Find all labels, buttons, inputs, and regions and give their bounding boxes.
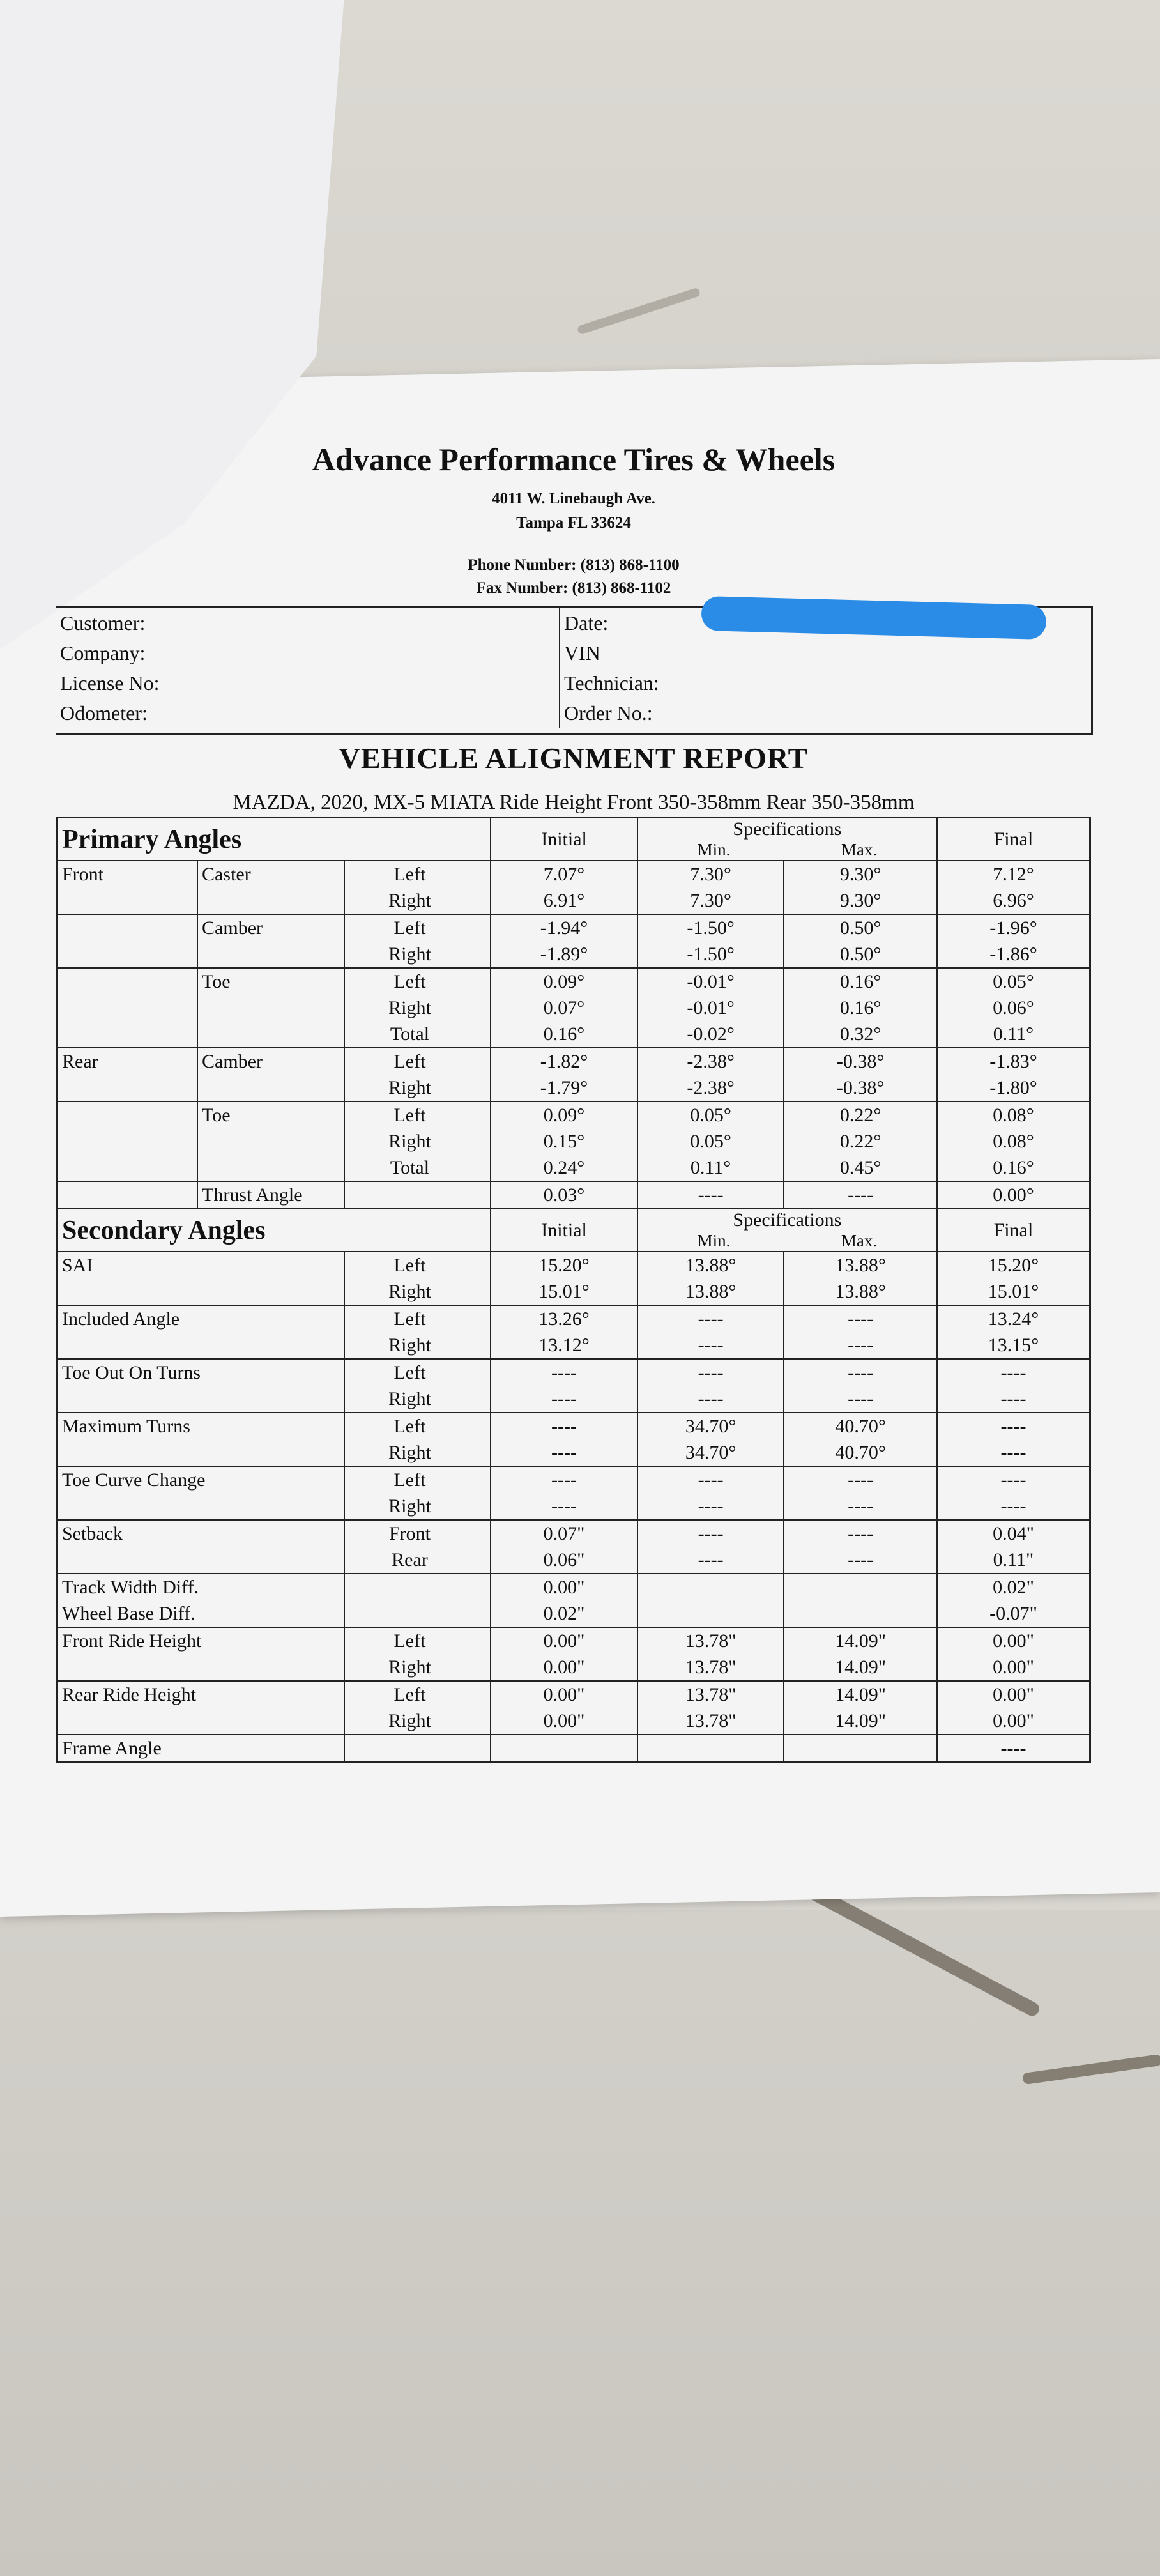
spec-max-value: ---- bbox=[784, 1305, 937, 1332]
item-cell: Camber bbox=[197, 914, 344, 941]
group-cell bbox=[57, 1101, 198, 1128]
initial-value: -1.94° bbox=[491, 914, 637, 941]
side-cell: Right bbox=[344, 941, 491, 968]
initial-value: 0.09° bbox=[491, 968, 637, 995]
initial-value: 0.07° bbox=[491, 995, 637, 1021]
final-value: 0.05° bbox=[937, 968, 1090, 995]
initial-value: -1.89° bbox=[491, 941, 637, 968]
spec-max-value: 0.22° bbox=[784, 1128, 937, 1154]
item-cell bbox=[197, 995, 344, 1021]
initial-value: ---- bbox=[491, 1493, 637, 1520]
spec-min-value: 7.30° bbox=[637, 887, 784, 914]
spec-max-value bbox=[784, 1735, 937, 1763]
final-value: 15.01° bbox=[937, 1278, 1090, 1305]
final-value: 6.96° bbox=[937, 887, 1090, 914]
secondary-row bbox=[57, 1305, 1090, 1332]
initial-value: ---- bbox=[491, 1413, 637, 1439]
item-cell: Toe Curve Change bbox=[57, 1466, 344, 1493]
initial-value: 0.02" bbox=[491, 1600, 637, 1627]
spec-min-value: ---- bbox=[637, 1305, 784, 1332]
secondary-row bbox=[57, 1708, 1090, 1735]
spec-min-value: ---- bbox=[637, 1181, 784, 1209]
final-value: 0.16° bbox=[937, 1154, 1090, 1181]
alignment-document bbox=[56, 441, 1091, 1759]
final-value: 7.12° bbox=[937, 861, 1090, 887]
side-cell: Left bbox=[344, 1305, 491, 1332]
primary-row bbox=[57, 941, 1090, 968]
group-cell bbox=[57, 995, 198, 1021]
item-cell bbox=[57, 1547, 344, 1574]
spec-max-value: ---- bbox=[784, 1493, 937, 1520]
item-cell: Toe bbox=[197, 1101, 344, 1128]
spec-max-value: 0.22° bbox=[784, 1101, 937, 1128]
initial-value: ---- bbox=[491, 1466, 637, 1493]
spec-min-value: ---- bbox=[637, 1359, 784, 1386]
spec-max-value: 13.88° bbox=[784, 1252, 937, 1278]
min-header: Min. bbox=[697, 1231, 731, 1250]
initial-value: 0.07" bbox=[491, 1520, 637, 1547]
secondary-row bbox=[57, 1627, 1090, 1654]
business-name: Advance Performance Tires & Wheels bbox=[312, 441, 836, 477]
side-cell: Left bbox=[344, 1252, 491, 1278]
item-cell bbox=[57, 1278, 344, 1305]
spec-max-value: ---- bbox=[784, 1466, 937, 1493]
spec-max-value bbox=[784, 1600, 937, 1627]
group-cell bbox=[57, 1181, 198, 1209]
vehicle-description: MAZDA, 2020, MX-5 MIATA Ride Height Front 350-358mm Rear 350-358mm bbox=[233, 791, 915, 814]
max-header: Max. bbox=[841, 1231, 878, 1250]
specifications-label: Specifications bbox=[733, 1209, 842, 1230]
initial-value: 0.06" bbox=[491, 1547, 637, 1574]
secondary-row bbox=[57, 1359, 1090, 1386]
final-value: 13.24° bbox=[937, 1305, 1090, 1332]
initial-value: 0.00" bbox=[491, 1654, 637, 1681]
item-cell: Thrust Angle bbox=[197, 1181, 344, 1209]
phone-number: Phone Number: (813) 868-1100 bbox=[468, 556, 680, 574]
item-cell: Included Angle bbox=[57, 1305, 344, 1332]
final-value: 0.11" bbox=[937, 1547, 1090, 1574]
item-cell bbox=[197, 1128, 344, 1154]
date-label: Date: bbox=[564, 611, 609, 634]
spec-min-value: -2.38° bbox=[637, 1075, 784, 1101]
group-cell: Rear bbox=[57, 1048, 198, 1075]
initial-value: 0.03° bbox=[491, 1181, 637, 1209]
item-cell: Rear Ride Height bbox=[57, 1681, 344, 1708]
side-cell: Left bbox=[344, 1101, 491, 1128]
secondary-row bbox=[57, 1493, 1090, 1520]
side-cell: Left bbox=[344, 1627, 491, 1654]
item-cell: Toe Out On Turns bbox=[57, 1359, 344, 1386]
item-cell: SAI bbox=[57, 1252, 344, 1278]
final-value: ---- bbox=[937, 1466, 1090, 1493]
final-value: ---- bbox=[937, 1413, 1090, 1439]
final-value: ---- bbox=[937, 1439, 1090, 1466]
spec-min-value: 13.88° bbox=[637, 1278, 784, 1305]
final-value: 0.08° bbox=[937, 1101, 1090, 1128]
initial-value: 0.15° bbox=[491, 1128, 637, 1154]
secondary-row bbox=[57, 1466, 1090, 1493]
group-cell bbox=[57, 1075, 198, 1101]
customer-label: Customer: bbox=[56, 608, 560, 638]
address-line-2: Tampa FL 33624 bbox=[516, 514, 631, 532]
primary-row bbox=[57, 887, 1090, 914]
side-cell bbox=[344, 1574, 491, 1600]
primary-row bbox=[57, 1021, 1090, 1048]
spec-max-value: 9.30° bbox=[784, 887, 937, 914]
spec-max-value: 0.45° bbox=[784, 1154, 937, 1181]
primary-row bbox=[57, 1181, 1090, 1209]
secondary-row bbox=[57, 1735, 1090, 1763]
spec-max-value: ---- bbox=[784, 1359, 937, 1386]
item-cell: Front Ride Height bbox=[57, 1627, 344, 1654]
min-header: Min. bbox=[697, 840, 731, 859]
spec-min-value bbox=[637, 1600, 784, 1627]
side-cell bbox=[344, 1735, 491, 1763]
item-cell: Wheel Base Diff. bbox=[57, 1600, 344, 1627]
spec-min-value: 34.70° bbox=[637, 1439, 784, 1466]
alignment-table bbox=[56, 816, 1091, 1763]
address-line-1: 4011 W. Linebaugh Ave. bbox=[492, 490, 655, 507]
final-value: 0.00" bbox=[937, 1708, 1090, 1735]
initial-header: Initial bbox=[491, 818, 637, 861]
group-cell bbox=[57, 941, 198, 968]
final-value: ---- bbox=[937, 1359, 1090, 1386]
item-cell bbox=[197, 887, 344, 914]
spec-min-value: 0.05° bbox=[637, 1128, 784, 1154]
spec-min-value bbox=[637, 1735, 784, 1763]
primary-row bbox=[57, 968, 1090, 995]
spec-max-value bbox=[784, 1574, 937, 1600]
secondary-row bbox=[57, 1439, 1090, 1466]
spec-min-value: -0.01° bbox=[637, 995, 784, 1021]
spec-min-value: 0.05° bbox=[637, 1101, 784, 1128]
spec-min-value: -0.01° bbox=[637, 968, 784, 995]
final-value: ---- bbox=[937, 1386, 1090, 1413]
letterhead bbox=[56, 441, 1091, 601]
secondary-angles-title: Secondary Angles bbox=[57, 1209, 491, 1252]
spec-min-value: 13.78" bbox=[637, 1708, 784, 1735]
spec-min-value: 13.78" bbox=[637, 1654, 784, 1681]
spec-min-value: -0.02° bbox=[637, 1021, 784, 1048]
initial-value: 0.16° bbox=[491, 1021, 637, 1048]
group-cell: Front bbox=[57, 861, 198, 887]
primary-row bbox=[57, 1075, 1090, 1101]
side-cell: Right bbox=[344, 1439, 491, 1466]
item-cell bbox=[57, 1708, 344, 1735]
group-cell bbox=[57, 1021, 198, 1048]
spec-min-value: ---- bbox=[637, 1547, 784, 1574]
spec-min-value: ---- bbox=[637, 1493, 784, 1520]
side-cell: Right bbox=[344, 1708, 491, 1735]
side-cell bbox=[344, 1600, 491, 1627]
initial-value: 15.20° bbox=[491, 1252, 637, 1278]
initial-value: 0.00" bbox=[491, 1681, 637, 1708]
final-value: 0.02" bbox=[937, 1574, 1090, 1600]
side-cell: Left bbox=[344, 1681, 491, 1708]
initial-value: 6.91° bbox=[491, 887, 637, 914]
spec-max-value: 9.30° bbox=[784, 861, 937, 887]
secondary-row bbox=[57, 1547, 1090, 1574]
side-cell bbox=[344, 1181, 491, 1209]
item-cell bbox=[197, 1154, 344, 1181]
final-value: -1.80° bbox=[937, 1075, 1090, 1101]
secondary-angles-body bbox=[57, 1209, 1090, 1763]
final-header: Final bbox=[937, 818, 1090, 861]
spec-max-value: ---- bbox=[784, 1332, 937, 1359]
initial-value: 0.00" bbox=[491, 1574, 637, 1600]
side-cell: Right bbox=[344, 1654, 491, 1681]
primary-angles-title: Primary Angles bbox=[57, 818, 491, 861]
final-value: 0.00° bbox=[937, 1181, 1090, 1209]
side-cell: Right bbox=[344, 1278, 491, 1305]
spec-max-value: ---- bbox=[784, 1547, 937, 1574]
initial-value: 13.26° bbox=[491, 1305, 637, 1332]
secondary-row bbox=[57, 1278, 1090, 1305]
side-cell: Left bbox=[344, 914, 491, 941]
primary-row bbox=[57, 1154, 1090, 1181]
specifications-header bbox=[637, 1209, 937, 1252]
spec-min-value: 13.78" bbox=[637, 1681, 784, 1708]
primary-row bbox=[57, 995, 1090, 1021]
side-cell: Rear bbox=[344, 1547, 491, 1574]
side-cell: Total bbox=[344, 1154, 491, 1181]
final-value: 0.11° bbox=[937, 1021, 1090, 1048]
final-value: 0.04" bbox=[937, 1520, 1090, 1547]
spec-max-value: 40.70° bbox=[784, 1413, 937, 1439]
primary-angles-body bbox=[57, 818, 1090, 1209]
side-cell: Right bbox=[344, 1075, 491, 1101]
initial-value: -1.82° bbox=[491, 1048, 637, 1075]
item-cell: Toe bbox=[197, 968, 344, 995]
final-value: 0.00" bbox=[937, 1654, 1090, 1681]
final-value: ---- bbox=[937, 1735, 1090, 1763]
initial-value: ---- bbox=[491, 1359, 637, 1386]
item-cell: Frame Angle bbox=[57, 1735, 344, 1763]
spec-max-value: ---- bbox=[784, 1520, 937, 1547]
side-cell: Left bbox=[344, 968, 491, 995]
business-address bbox=[56, 487, 1091, 535]
side-cell: Right bbox=[344, 1386, 491, 1413]
group-cell bbox=[57, 914, 198, 941]
final-value: 0.00" bbox=[937, 1681, 1090, 1708]
secondary-row bbox=[57, 1386, 1090, 1413]
secondary-row bbox=[57, 1332, 1090, 1359]
business-contact bbox=[56, 554, 1091, 601]
side-cell: Total bbox=[344, 1021, 491, 1048]
group-cell bbox=[57, 887, 198, 914]
side-cell: Left bbox=[344, 1048, 491, 1075]
spec-max-value: 40.70° bbox=[784, 1439, 937, 1466]
side-cell: Right bbox=[344, 1128, 491, 1154]
initial-value: ---- bbox=[491, 1439, 637, 1466]
final-value: ---- bbox=[937, 1493, 1090, 1520]
spec-max-value: 13.88° bbox=[784, 1278, 937, 1305]
secondary-row bbox=[57, 1574, 1090, 1600]
secondary-row bbox=[57, 1520, 1090, 1547]
item-cell bbox=[197, 941, 344, 968]
side-cell: Right bbox=[344, 887, 491, 914]
final-value: -1.83° bbox=[937, 1048, 1090, 1075]
max-header: Max. bbox=[841, 840, 878, 859]
fax-number: Fax Number: (813) 868-1102 bbox=[476, 579, 671, 597]
side-cell: Left bbox=[344, 1359, 491, 1386]
secondary-row bbox=[57, 1654, 1090, 1681]
item-cell bbox=[57, 1493, 344, 1520]
spec-min-value: 7.30° bbox=[637, 861, 784, 887]
initial-value: -1.79° bbox=[491, 1075, 637, 1101]
spec-min-value: 13.88° bbox=[637, 1252, 784, 1278]
item-cell bbox=[197, 1021, 344, 1048]
spec-max-value: 0.16° bbox=[784, 995, 937, 1021]
primary-row bbox=[57, 914, 1090, 941]
final-value: 0.00" bbox=[937, 1627, 1090, 1654]
initial-value: 0.09° bbox=[491, 1101, 637, 1128]
side-cell: Right bbox=[344, 1332, 491, 1359]
group-cell bbox=[57, 1128, 198, 1154]
spec-max-value: 14.09" bbox=[784, 1708, 937, 1735]
spec-min-value: -2.38° bbox=[637, 1048, 784, 1075]
initial-value: 13.12° bbox=[491, 1332, 637, 1359]
final-value: -1.96° bbox=[937, 914, 1090, 941]
side-cell: Right bbox=[344, 995, 491, 1021]
spec-min-value: ---- bbox=[637, 1332, 784, 1359]
spec-max-value: -0.38° bbox=[784, 1075, 937, 1101]
final-value: 13.15° bbox=[937, 1332, 1090, 1359]
item-cell: Caster bbox=[197, 861, 344, 887]
item-cell: Camber bbox=[197, 1048, 344, 1075]
item-cell: Maximum Turns bbox=[57, 1413, 344, 1439]
final-value: 0.06° bbox=[937, 995, 1090, 1021]
initial-value: 15.01° bbox=[491, 1278, 637, 1305]
spec-min-value: 0.11° bbox=[637, 1154, 784, 1181]
item-cell: Setback bbox=[57, 1520, 344, 1547]
primary-header-row bbox=[57, 818, 1090, 861]
spec-min-value: -1.50° bbox=[637, 941, 784, 968]
item-cell bbox=[57, 1654, 344, 1681]
technician-label: Technician: bbox=[564, 671, 659, 694]
spec-max-value: 0.16° bbox=[784, 968, 937, 995]
final-value: -1.86° bbox=[937, 941, 1090, 968]
item-cell bbox=[57, 1332, 344, 1359]
initial-value: 0.24° bbox=[491, 1154, 637, 1181]
item-cell bbox=[57, 1439, 344, 1466]
primary-row bbox=[57, 1128, 1090, 1154]
spec-min-value: 34.70° bbox=[637, 1413, 784, 1439]
final-value: -0.07" bbox=[937, 1600, 1090, 1627]
spec-min-value: ---- bbox=[637, 1466, 784, 1493]
spec-min-value: ---- bbox=[637, 1520, 784, 1547]
side-cell: Right bbox=[344, 1493, 491, 1520]
secondary-row bbox=[57, 1600, 1090, 1627]
spec-max-value: 0.50° bbox=[784, 941, 937, 968]
spec-max-value: 0.50° bbox=[784, 914, 937, 941]
initial-value bbox=[491, 1735, 637, 1763]
side-cell: Left bbox=[344, 1413, 491, 1439]
initial-value: 7.07° bbox=[491, 861, 637, 887]
primary-row bbox=[57, 861, 1090, 887]
spec-max-value: ---- bbox=[784, 1181, 937, 1209]
final-value: 0.08° bbox=[937, 1128, 1090, 1154]
initial-value: ---- bbox=[491, 1386, 637, 1413]
spec-max-value: ---- bbox=[784, 1386, 937, 1413]
primary-row bbox=[57, 1101, 1090, 1128]
group-cell bbox=[57, 968, 198, 995]
item-cell: Track Width Diff. bbox=[57, 1574, 344, 1600]
spec-min-value: 13.78" bbox=[637, 1627, 784, 1654]
item-cell bbox=[57, 1386, 344, 1413]
countertop-lower bbox=[0, 1910, 1160, 2576]
secondary-header-row bbox=[57, 1209, 1090, 1252]
order-label: Order No.: bbox=[564, 702, 653, 724]
specifications-label: Specifications bbox=[733, 818, 842, 839]
report-title: VEHICLE ALIGNMENT REPORT bbox=[339, 742, 809, 774]
side-cell: Front bbox=[344, 1520, 491, 1547]
item-cell bbox=[197, 1075, 344, 1101]
spec-max-value: 14.09" bbox=[784, 1681, 937, 1708]
company-label: Company: bbox=[56, 638, 560, 668]
odometer-label: Odometer: bbox=[56, 698, 560, 728]
side-cell: Left bbox=[344, 861, 491, 887]
secondary-row bbox=[57, 1681, 1090, 1708]
side-cell: Left bbox=[344, 1466, 491, 1493]
spec-min-value bbox=[637, 1574, 784, 1600]
spec-max-value: 14.09" bbox=[784, 1627, 937, 1654]
secondary-row bbox=[57, 1413, 1090, 1439]
initial-value: 0.00" bbox=[491, 1708, 637, 1735]
group-cell bbox=[57, 1154, 198, 1181]
spec-min-value: -1.50° bbox=[637, 914, 784, 941]
initial-value: 0.00" bbox=[491, 1627, 637, 1654]
secondary-row bbox=[57, 1252, 1090, 1278]
specifications-header bbox=[637, 818, 937, 861]
initial-header: Initial bbox=[491, 1209, 637, 1252]
license-label: License No: bbox=[56, 668, 560, 698]
spec-min-value: ---- bbox=[637, 1386, 784, 1413]
spec-max-value: -0.38° bbox=[784, 1048, 937, 1075]
spec-max-value: 14.09" bbox=[784, 1654, 937, 1681]
vin-label: VIN bbox=[564, 641, 600, 664]
primary-row bbox=[57, 1048, 1090, 1075]
final-header: Final bbox=[937, 1209, 1090, 1252]
final-value: 15.20° bbox=[937, 1252, 1090, 1278]
spec-max-value: 0.32° bbox=[784, 1021, 937, 1048]
